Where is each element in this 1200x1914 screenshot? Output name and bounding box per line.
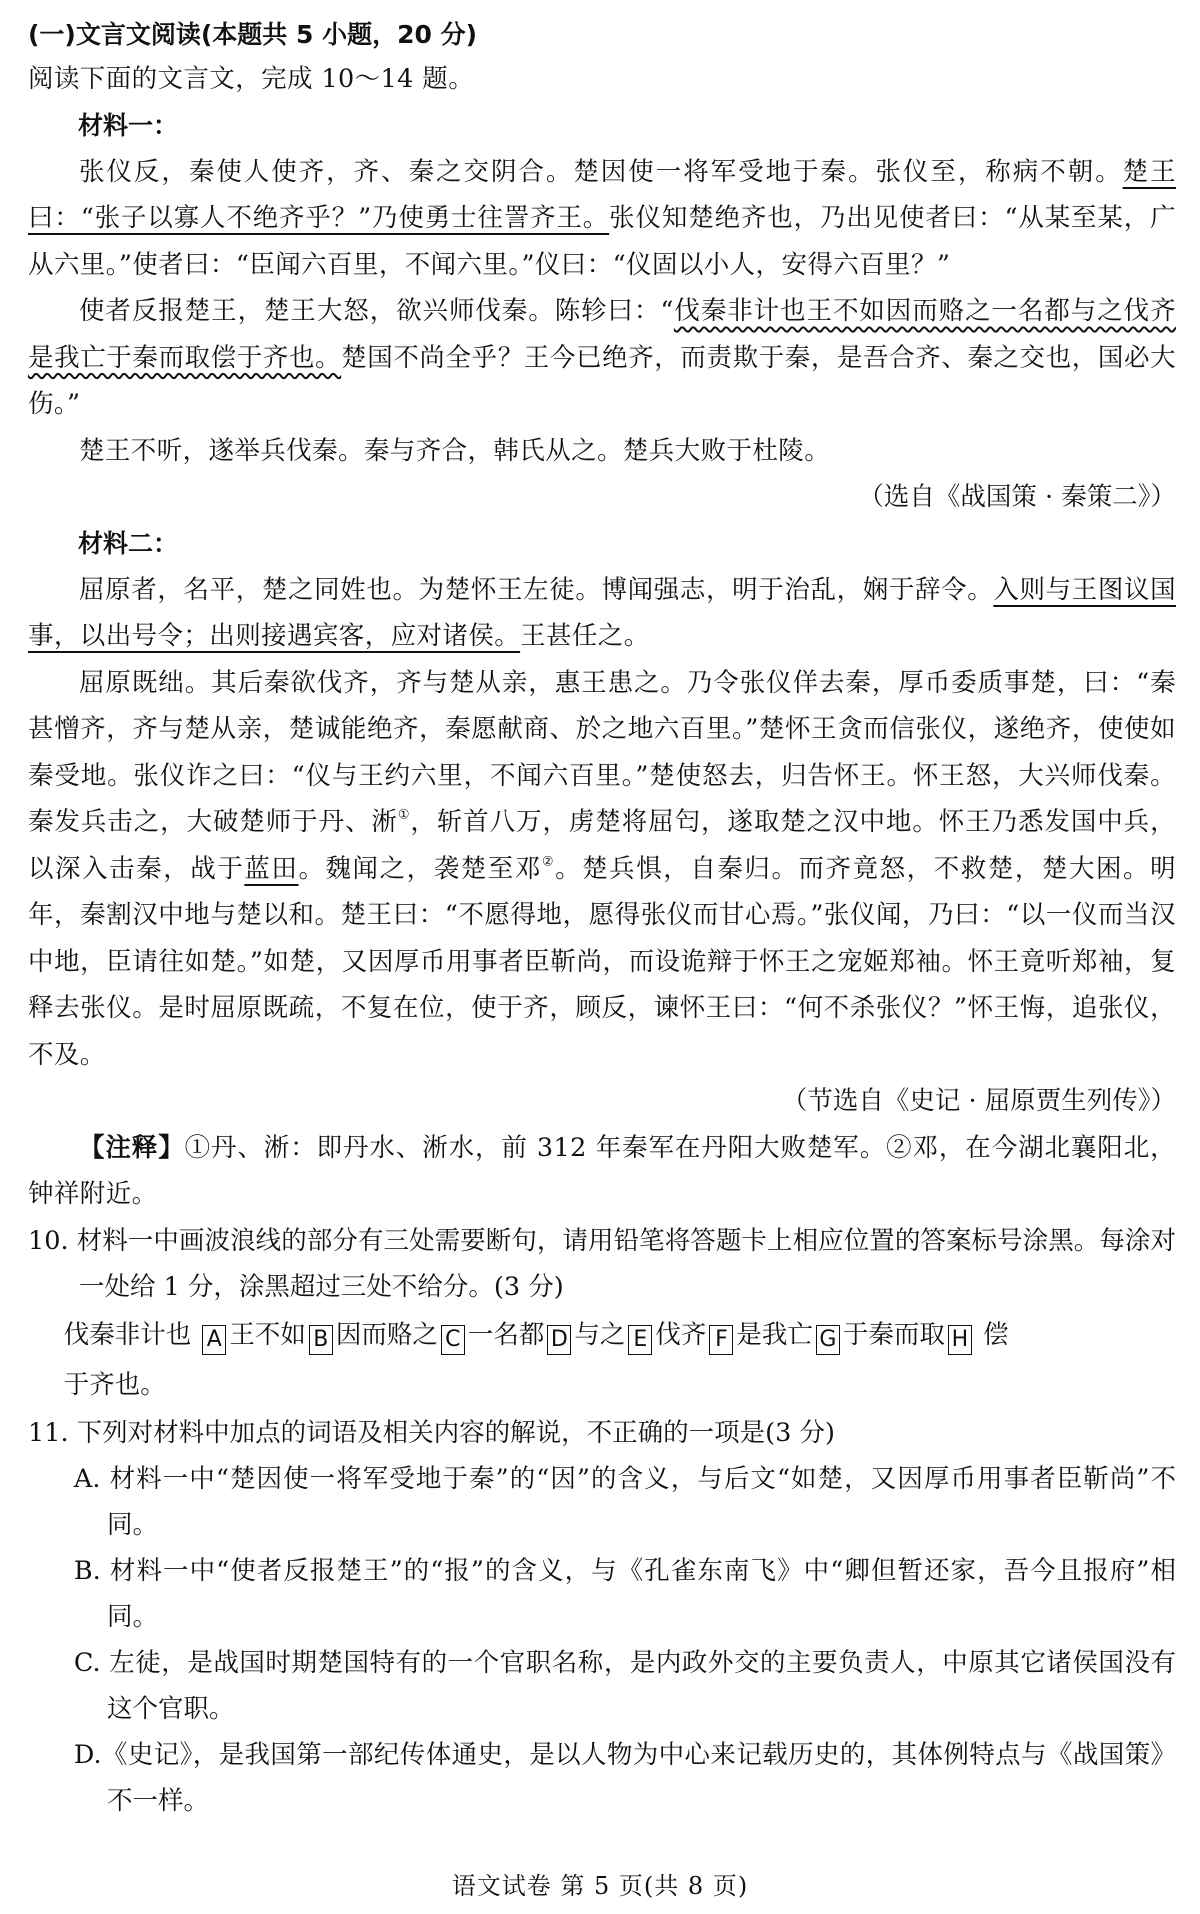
m2-p2-text-c: 。魏闻之，袭楚至邓 [298,853,542,884]
q10-segment: 偿 [983,1319,1009,1350]
q10-segment: 因而赂之 [335,1319,438,1350]
q10-answer-box-d[interactable]: D [547,1325,571,1355]
note-text: ①丹、淅：即丹水、淅水，前 312 年秦军在丹阳大败楚军。②邓，在今湖北襄阳北，钟祥附近。 [28,1132,1176,1209]
material2-paragraph-2 [28,660,1176,1079]
question-11-stem: 11. 下列对材料中加点的词语及相关内容的解说，不正确的一项是(3 分) [28,1417,835,1448]
m1-p1-text-c: 张仪知楚绝齐也，乃出见使者曰：“从某至某，广从六里。”使者曰：“臣闻六百里，不闻六里。”仪曰：“仪固以小人，安得六百里？” [28,203,1176,280]
m2-p2-text-b: ，斩首八万，虏楚将屈匄，遂取楚之汉中地。怀王乃悉发国中兵，以深入击秦，战于 [28,807,1176,884]
annotation-note [28,1125,1176,1218]
q10-segment: 伐齐 [655,1319,707,1350]
q11-option-a: A. 材料一中“楚因使一将军受地于秦”的“因”的含义，与后文“如楚，又因厚币用事者臣靳尚”不同。 [73,1463,1176,1540]
q10-answer-box-g[interactable]: G [816,1325,840,1355]
material2-label: 材料二： [78,528,179,558]
q10-answer-box-c[interactable]: C [441,1325,465,1355]
q11-option-d: D.《史记》，是我国第一部纪传体通史，是以人物为中心来记载历史的，其体例特点与《战国策》不一样。 [73,1739,1176,1816]
q10-segment: 与之 [574,1319,626,1350]
q10-answer-box-e[interactable]: E [628,1325,652,1355]
material1-paragraph-3: 楚王不听，遂举兵伐秦。秦与齐合，韩氏从之。楚兵大败于杜陵。 [79,435,831,466]
material2-source: （节选自《史记 · 屈原贾生列传》） [781,1086,1176,1116]
q11-option-c: C. 左徒，是战国时期楚国特有的一个官职名称，是内政外交的主要负责人，中原其它诸侯国没有这个官职。 [73,1647,1176,1724]
q10-segment: 于秦而取 [842,1319,945,1350]
m2-p2-lantian: 蓝田 [244,853,299,884]
material1-paragraph-2 [28,288,1176,428]
page-content [28,14,1176,1824]
m2-p2-text-d: 。楚兵惧，自秦归。而齐竟怒，不救楚，楚大困。明年，秦割汉中地与楚以和。楚王曰：“不愿得地，愿得张仪而甘心焉。”张仪闻，乃曰：“以一仪而当汉中地，臣请往如楚。”如楚，又因厚币用事者臣靳尚，而设诡辩于怀王之宠姬郑袖。怀王竟听郑袖，复释去张仪。是时屈原既疏，不复在位，使于齐，顾反，谏怀王曰：“何不杀张仪？”怀王悔，追张仪，不及。 [28,853,1176,1070]
m1-p2-text-a: 使者反报楚王，楚王大怒，欲兴师伐秦。陈轸曰：“ [79,296,674,326]
q10-segment: 王不如 [229,1319,306,1350]
section-heading: (一)文言文阅读(本题共 5 小题，20 分) [28,20,478,49]
q10-segment: 一名都 [467,1319,545,1350]
m2-p2-text-a: 屈原既绌。其后秦欲伐齐，齐与楚从亲，惠王患之。乃令张仪佯去秦，厚币委质事楚，曰：“秦甚憎齐，齐与楚从亲，楚诚能绝齐，秦愿献商、於之地六百里。”楚怀王贪而信张仪，遂绝齐，使使如秦受地。张仪诈之曰：“仪与王约六里，不闻六百里。”楚使怒去，归告怀王。怀王怒，大兴师伐秦。秦发兵击之，大破楚师于丹、淅 [28,667,1176,837]
q10-answer-box-h[interactable]: H [948,1325,972,1355]
note-tag: 【注释】 [79,1132,185,1163]
m2-p1-text-c: 王甚任之。 [520,621,650,651]
q10-segment: 伐秦非计也 [63,1319,192,1350]
m2-p1-text-a: 屈原者，名平，楚之同姓也。为楚怀王左徒。博闻强志，明于治乱，娴于辞令。 [79,574,994,605]
m1-p2-wavy-underlined: 伐秦非计也王不如因而赂之一名都与之伐齐是我亡于秦而取偿于齐也。 [28,296,1176,373]
question-10-sentence [28,1310,1176,1360]
material2-paragraph-1 [28,567,1176,660]
q11-option-b: B. 材料一中“使者反报楚王”的“报”的含义，与《孔雀东南飞》中“卿但暂还家，吾今且报府”相同。 [73,1555,1176,1632]
section-instruction: 阅读下面的文言文，完成 10～14 题。 [28,64,475,94]
question-10-stem: 10. 材料一中画波浪线的部分有三处需要断句，请用铅笔将答题卡上相应位置的答案标号涂黑。每涂对一处给 1 分，涂黑超过三处不给分。(3 分) [28,1225,1176,1302]
m2-p1-underlined: 入则与王图议国事，以出号令；出则接遇宾客，应对诸侯。 [28,574,1176,651]
q10-segment: 是我亡 [736,1319,813,1350]
q10-answer-box-f[interactable]: F [709,1325,733,1355]
q10-answer-box-b[interactable]: B [309,1325,333,1355]
page-footer: 语文试卷 第 5 页(共 8 页) [451,1872,749,1900]
footnote-marker-2: ② [541,853,556,869]
question-10-sentence-tail: 于齐也。 [63,1369,166,1400]
m1-p1-text-a: 张仪反，秦使人使齐，齐、秦之交阴合。楚因使一将军受地于秦。张仪至，称病不朝。 [79,156,1123,187]
material1-paragraph-1 [28,149,1176,289]
m1-p1-underlined: 楚王曰：“张子以寡人不绝齐乎？”乃使勇士往詈齐王。 [28,156,1176,233]
material1-label: 材料一： [78,110,179,140]
m1-p2-text-c: 楚国不尚全乎？王今已绝齐，而责欺于秦，是吾合齐、秦之交也，国必大伤。” [28,342,1176,419]
q10-answer-box-a[interactable]: A [202,1325,226,1355]
material1-source: （选自《战国策 · 秦策二》） [858,482,1176,512]
footnote-marker-1: ① [397,807,411,823]
